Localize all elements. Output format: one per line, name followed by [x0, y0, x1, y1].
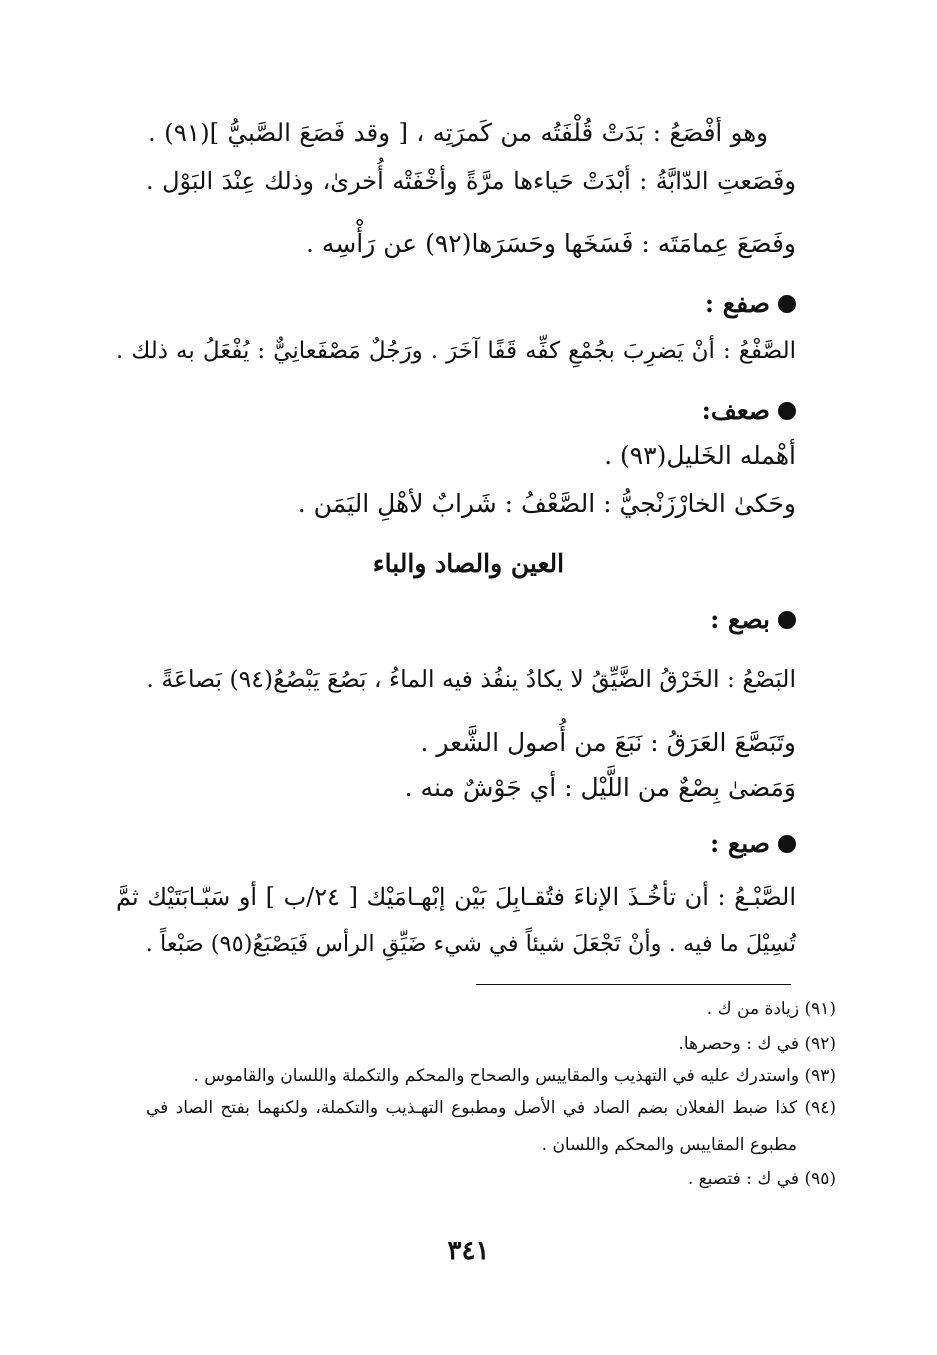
body-line: وهو أفْصَعُ : بَدَتْ قُلْفَتُه من كَمرَتِه ، [ وقد فَصَعَ الصَّبيُّ ](٩١) .: [148, 118, 768, 147]
entry-definition: الصَّفْعُ : أنْ يَضرِبَ بجُمْعِ كفِّه قَفًا آخَرَ . ورَجُلٌ مَصْفَعانِيٌّ : يُفْعَلُ به ذلك .: [116, 338, 796, 364]
footnote: (٩٢) في ك : وحصرها.: [678, 1034, 836, 1054]
footnote: مطبوع المقاييس والمحكم واللسان .: [541, 1135, 797, 1155]
entry-heading-text: صفع :: [704, 289, 770, 318]
entry-line: الصَّبْـعُ : أن تأخُـذَ الإناءَ فتُقـابِلَ بَيْن إبْهـامَيْك [ ٢٤/ب ] أو سَبّـابَتَيْك ثمَّ: [116, 883, 796, 911]
entry-heading-sba: [710, 827, 796, 861]
entry-line: البَصْعُ : الخَرْقُ الضَّيِّقُ لا يكادُ ينفُذ فيه الماءُ ، بَصُعَ يَبْصُعُ(٩٤) بَصاعَةً .: [146, 665, 796, 693]
entry-heading-bsa: [710, 603, 796, 637]
entry-heading-safa: [705, 287, 796, 321]
footnote-divider: [476, 984, 791, 985]
body-line: وفَصَعَ عِمامَتَه : فَسَخَها وحَسَرَها(٩٢) عن رَأْسِه .: [306, 229, 796, 258]
footnote: (٩٣) واستدرك عليه في التهذيب والمقاييس والصحاح والمحكم والتكملة واللسان والقاموس .: [193, 1066, 836, 1086]
section-title: العين والصاد والباء: [372, 549, 565, 578]
entry-line: وتَبَصَّعَ العَرَقُ : نَبَعَ من أُصول الشَّعر .: [420, 728, 796, 757]
footnote: (٩١) زيادة من ك .: [706, 999, 836, 1019]
footnote: (٩٤) كذا ضبط الفعلان بضم الصاد في الأصل ومطبوع التهـذيب والتكملة، ولكنهما بفتح الصاد في: [146, 1098, 836, 1118]
entry-heading-text: صبع :: [709, 829, 770, 858]
entry-heading-text: بصع :: [710, 605, 770, 634]
bullet-icon: [778, 611, 796, 629]
entry-line: تُسِيْلَ ما فيه . وأنْ تَجْعَلَ شيئاً في شيء ضَيِّقِ الرأس فَيَصْبَعُ(٩٥) صَبْعاً .: [145, 931, 796, 957]
page-number: ٣٤١: [447, 1236, 490, 1266]
entry-heading-text: صعف:: [701, 396, 770, 425]
body-line: وفَصَعتِ الدّابَّةُ : أبْدَتْ حَياءها مرَّةً وأخْفَتْه أُخرىٰ، وذلك عِنْدَ البَوْل .: [146, 167, 796, 195]
bullet-icon: [778, 402, 796, 420]
entry-line: أهْمله الخَليل(٩٣) .: [604, 441, 796, 470]
entry-line: وحَكىٰ الخارْزَنْجيُّ : الصَّعْفُ : شَرابٌ لأهْلِ اليَمَن .: [297, 489, 796, 518]
entry-heading-saaf: [702, 394, 796, 428]
entry-line: وَمَضىٰ بِصْعٌ من اللَّيْل : أي جَوْشٌ منه .: [404, 773, 796, 802]
footnote: (٩٥) في ك : فتصبع .: [687, 1169, 836, 1189]
bullet-icon: [778, 835, 796, 853]
bullet-icon: [778, 295, 796, 313]
